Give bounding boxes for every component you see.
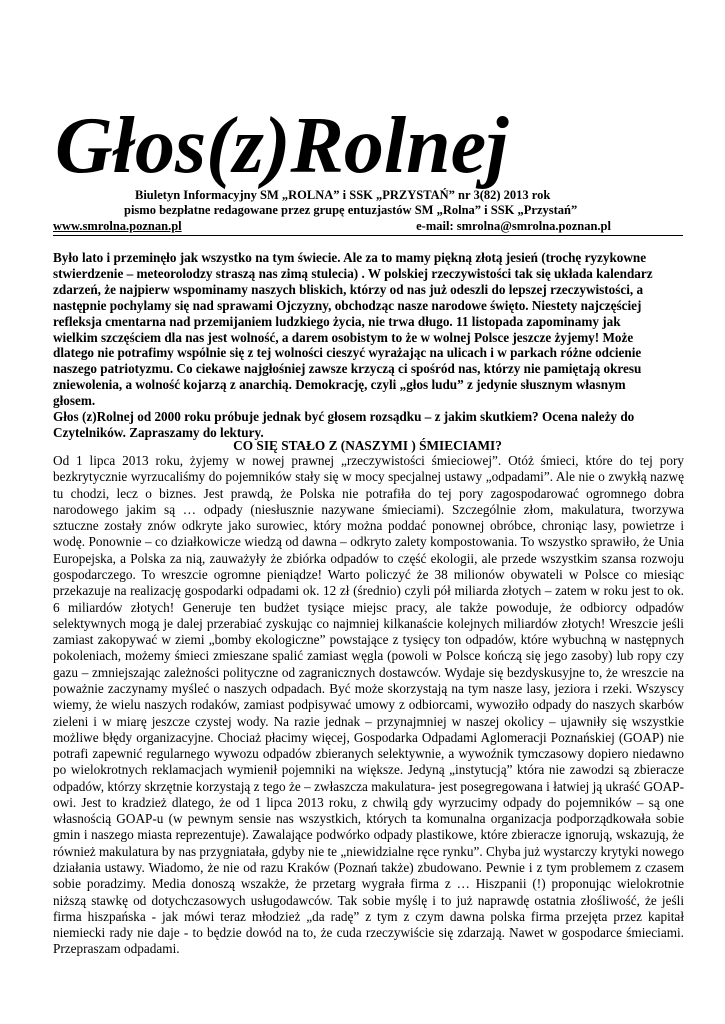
article-title <box>0 438 725 454</box>
website-link[interactable]: www.smrolna.poznan.pl <box>53 219 182 233</box>
article-title-text: CO SIĘ STAŁO Z (NASZYMI ) ŚMIECIAMI? <box>233 438 502 453</box>
article-body <box>53 453 684 957</box>
intro-closing: Głos (z)Rolnej od 2000 roku próbuje jednak być głosem rozsądku – z jakim skutkiem? Ocena należy do Czytelników. Zapraszamy do lektury. <box>53 409 635 440</box>
bulletin-subtitle: Biuletyn Informacyjny SM „ROLNA” i SSK „PRZYSTAŃ” nr 3(82) 2013 rok <box>135 188 551 202</box>
header-divider <box>53 235 683 236</box>
masthead-title: Głos(z)Rolnej <box>55 102 509 190</box>
intro-editorial <box>53 250 665 440</box>
article-text: Od 1 lipca 2013 roku, żyjemy w nowej prawnej „rzeczywistości śmieciowej”. Otóż śmieci, które do tej pory bezkrytycznie wyrzucaliśmy do pojemników stały się w mocy specjalnej ustawy „odpadami”. Ale nie o zwykłą nazwę tu chodzi, lecz o biznes. Jest prawdą, że Polska nie potrafiła do tej pory zagospodarować ogromnego dobra narodowego jakim są … odpady (niesłusznie nazywane śmieciami). Szczególnie złom, makulatura, tworzywa sztuczne zostały znów odkryte jako surowiec, który można poddać ponownej obróbce, chroniąc lasy, powietrze i wodę. Ponownie – co działkowicze wiedzą od dawna – odkryto zalety kompostowania. To wszystko sprawiło, że Unia Europejska, a Polska za nią, zauważyły że zbiórka odpadów to część ekologii, ale przede wszystkim szansa rozwoju gospodarczego. To wreszcie ogromne pieniądze! Warto policzyć że 38 milionów obywateli w Polsce co miesiąc przekazuje na realizację gospodarki odpadami ok. 12 zł (średnio) czyli pół miliarda złotych – zatem w roku jest to ok. 6 miliardów złotych! Generuje ten budżet tysiące miejsc pracy, ale także powoduje, że odbiorcy odpadów selektywnych mogą je dalej przerabiać zyskując co najmniej kilkanaście kolejnych miliardów złotych! Wreszcie jeśli zamiast zakopywać w ziemi „bomby ekologiczne” powstające z tysięcy ton odpadów, które wybuchną w następnych pokoleniach, możemy śmieci zmieszane spalić zamiast węgla (powoli w Polsce kończą się jego zasoby) lub ropy czy gazu – zmniejszając zależności polityczne od zagranicznych dostawców. Wydaje się bezdyskusyjne to, że wreszcie na poważnie zaczynamy myśleć o naszych odpadach. Być może skorzystają na tym nasze lasy, jeziora i rzeki. Wszyscy wiemy, że wielu naszych rodaków, zamiast podpisywać umowy z odbiorcami, wywoziło odpady do naszych skarbów zieleni i w miarę jeszcze czystej wody. Na razie jednak – przynajmniej w naszej okolicy – ujawniły się wszystkie możliwe błędy organizacyjne. Chociaż płacimy więcej, Gospodarka Odpadami Aglomeracji Poznańskiej (GOAP) nie potrafi zapewnić regularnego wywozu odpadów zbieranych selektywnie, a wywoźnik tymczasowy dopiero niedawno po wielokrotnych reklamacjach wymienił pojemniki na większe. Jedyną „instytucją” która nie zawodzi są zbieracze odpadów, którzy skrzętnie korzystają z tego że – zwłaszcza makulatura- jest posegregowana i łatwiej ją ukraść GOAP-owi. Jest to kradzież dlatego, że od 1 lipca 2013 roku, z chwilą gdy wyrzucimy odpady do pojemników – są one własnością GOAP-u (w pewnym sensie nas wszystkich, których ta komunalna organizacja podporządkowała sobie gmin i naszego miasta reprezentuje). Zawalające podwórko odpady plastikowe, które zbieracze ignorują, wskazują, że również makulatura by nas przygniatała, gdyby nie te „niewidzialne ręce rynku”. Chyba już wystarczy krytyki nowego działania ustawy. Wiadomo, że nie od razu Kraków (Poznań także) zbudowano. Pewnie i z tym problemem z czasem sobie poradzimy. Media donoszą wszakże, że przetarg wygrała firma z … Hiszpanii (!) proponując wielokrotnie niższą stawkę od dotychczasowych usługodawców. Tak sobie myślę i to już naprawdę ostatnia złośliwość, że jeśli firma hiszpańska - jak mówi teraz młodzież „da radę” z tym z czym dawna polska firma przejęta przez kapitał niemiecki rady nie daje - to będzie dowód na to, że cuda rzeczywiście się zdarzają. Nawet w gospodarce śmieciami. Przepraszam odpadami. <box>53 453 684 957</box>
bulletin-tagline: pismo bezpłatne redagowane przez grupę entuzjastów SM „Rolna” i SSK „Przystań” <box>124 203 578 217</box>
intro-text: Było lato i przeminęło jak wszystko na tym świecie. Ale za to mamy piękną złotą jesień (trochę ryzykowne stwierdzenie – meteorolodzy straszą nas zimą stulecia) . W polskiej rzeczywistości tak się układa kalendarz zdarzeń, że najpierw wspominamy naszych bliskich, którzy od nas już odeszli do lepszej rzeczywistości, a następnie pochylamy się nad sprawami Ojczyzny, obchodząc nasze narodowe święto. Niestety najczęściej refleksja cmentarna nad przemijaniem ludzkiego życia, nie trwa długo. 11 listopada zapominamy jak wielkim szczęściem dla nas jest wolność, a darem osobistym to że w wolnej Polsce jeszcze żyjemy! Może dlatego nie potrafimy wspólnie się z tej wolności cieszyć wyrażając na ulicach i w parkach różne odcienie naszego patriotyzmu. Co ciekawe najgłośniej zawsze krzyczą ci spośród nas, którzy nie pamiętają okresu zniewolenia, a wolność kojarzą z anarchią. Demokrację, czyli „głos ludu” z jedynie słusznym własnym głosem. <box>53 250 653 409</box>
email-address: e-mail: smrolna@smrolna.poznan.pl <box>416 219 611 233</box>
